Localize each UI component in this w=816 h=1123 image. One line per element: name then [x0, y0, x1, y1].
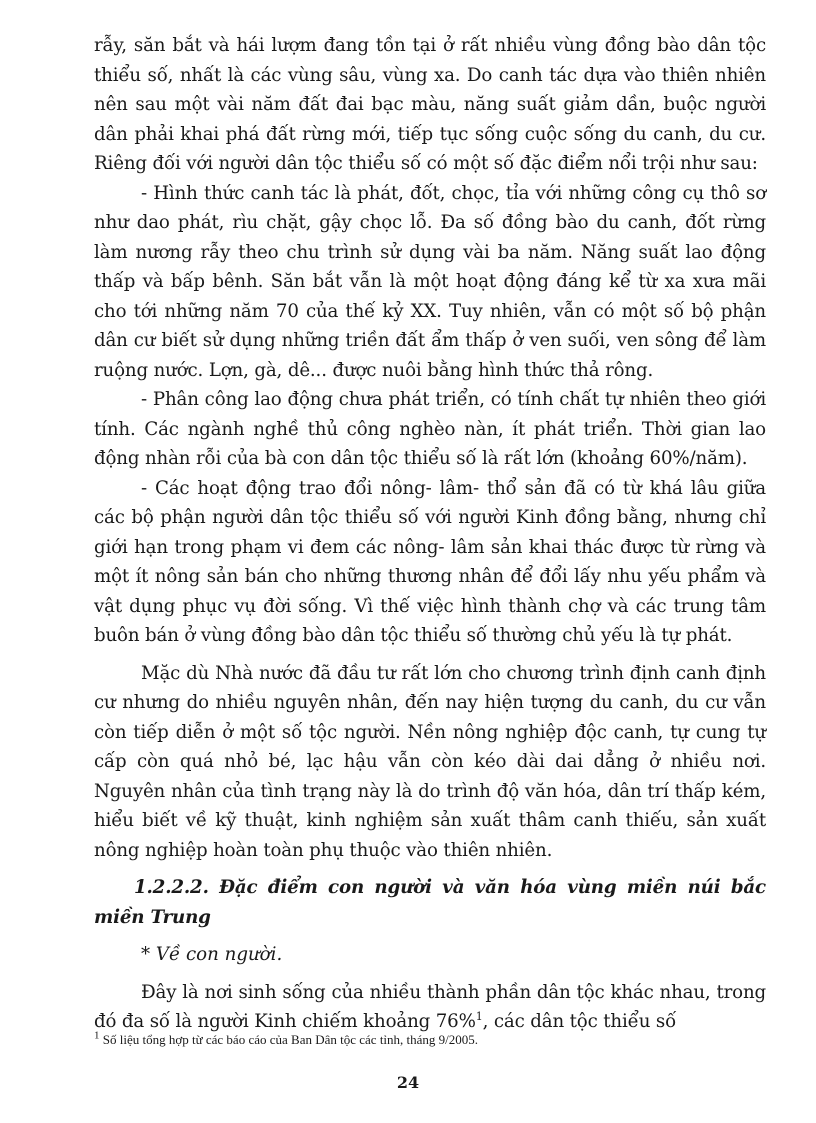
paragraph-3: - Phân công lao động chưa phát triển, có tính chất tự nhiên theo giới tính. Các ngành nghề thủ công nghèo nàn, ít phát triển. Thời gian lao động nhàn rỗi của bà con dân tộc thiểu số là rất lớn (khoảng 60%/năm). [94, 389, 766, 469]
paragraph-6 [94, 978, 766, 1037]
paragraph-4: - Các hoạt động trao đổi nông- lâm- thổ sản đã có từ khá lâu giữa các bộ phận người dân tộc thiểu số với người Kinh đồng bằng, nhưng chỉ giới hạn trong phạm vi đem các nông- lâm sản khai thác được từ rừng và một ít nông sản bán cho những thương nhân để đổi lấy nhu yếu phẩm và vật dụng phục vụ đời sống. Vì thế việc hình thành chợ và các trung tâm buôn bán ở vùng đồng bào dân tộc thiểu số thường chủ yếu là tự phát. [94, 477, 766, 646]
paragraph-2: - Hình thức canh tác là phát, đốt, chọc, tỉa với những công cụ thô sơ như dao phát, rìu chặt, gậy chọc lỗ. Đa số đồng bào du canh, đốt rừng làm nương rẫy theo chu trình sử dụng vài ba năm. Năng suất lao động thấp và bấp bênh. Săn bắt vẫn là một hoạt động đáng kể từ xa xưa mãi cho tới những năm 70 của thế kỷ XX. Tuy nhiên, vẫn có một số bộ phận dân cư biết sử dụng những triền đất ẩm thấp ở ven suối, ven sông để làm ruộng nước. Lợn, gà, dê... được nuôi bằng hình thức thả rông. [94, 182, 766, 381]
page-number: 24 [396, 1073, 420, 1092]
section-heading: 1.2.2.2. Đặc điểm con người và văn hóa vùng miền núi bắc miền Trung [94, 877, 766, 928]
footnote [94, 1031, 766, 1049]
page-body [94, 31, 766, 1037]
footnote-mark: 1 [94, 1029, 100, 1042]
paragraph-5: Mặc dù Nhà nước đã đầu tư rất lớn cho chương trình định canh định cư nhưng do nhiều nguyên nhân, đến nay hiện tượng du canh, du cư vẫn còn tiếp diễn ở một số tộc người. Nền nông nghiệp độc canh, tự cung tự cấp còn quá nhỏ bé, lạc hậu vẫn còn kéo dài dai dẳng ở nhiều nơi. Nguyên nhân của tình trạng này là do trình độ văn hóa, dân trí thấp kém, hiểu biết về kỹ thuật, kinh nghiệm sản xuất thâm canh thiếu, sản xuất nông nghiệp hoàn toàn phụ thuộc vào thiên nhiên. [94, 662, 766, 861]
paragraph-6-text: Đây là nơi sinh sống của nhiều thành phần dân tộc khác nhau, trong đó đa số là người Kinh chiếm khoảng 76% [94, 981, 766, 1032]
footnote-text: Số liệu tổng hợp từ các báo cáo của Ban Dân tộc các tỉnh, tháng 9/2005. [99, 1032, 479, 1047]
paragraph-6-text-end: , các dân tộc thiểu số [482, 1011, 677, 1032]
footnote-reference[interactable]: 1 [475, 1009, 483, 1023]
paragraph-1: rẫy, săn bắt và hái lượm đang tồn tại ở rất nhiều vùng đồng bào dân tộc thiểu số, nhất là các vùng sâu, vùng xa. Do canh tác dựa vào thiên nhiên nên sau một vài năm đất đai bạc màu, năng suất giảm dần, buộc người dân phải khai phá đất rừng mới, tiếp tục sống cuộc sống du canh, du cư. Riêng đối với người dân tộc thiểu số có một số đặc điểm nổi trội như sau: [94, 35, 766, 174]
subsection-title: * Về con người. [141, 944, 283, 965]
